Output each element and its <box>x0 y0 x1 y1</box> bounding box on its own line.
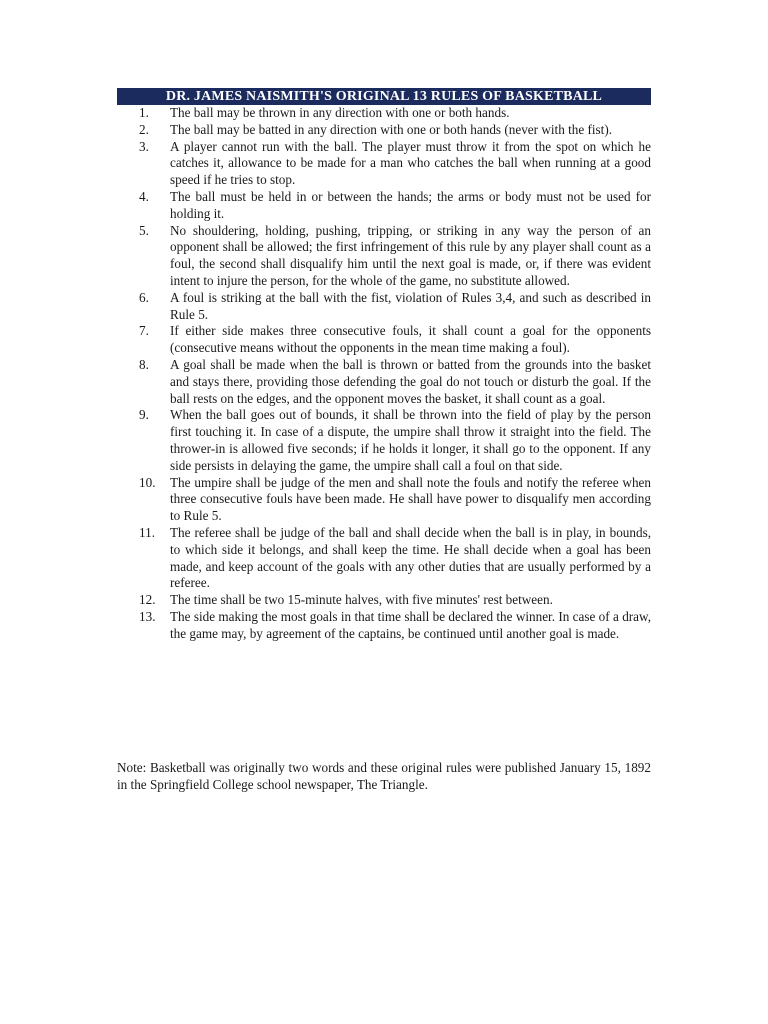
rule-number: 11. <box>139 524 155 540</box>
rule-text: The time shall be two 15-minute halves, with five minutes' rest between. <box>170 592 553 608</box>
rule-text: No shouldering, holding, pushing, tripping, or striking in any way the person of an opponent shall be allowed; the first infringement of this rule by any player shall count as a foul, the second shall disqualify him until the next goal is made, or, if there was evident intent to injure the person, for the whole of the game, no substitute allowed. <box>170 222 651 288</box>
rule-text: A goal shall be made when the ball is thrown or batted from the grounds into the basket and stays there, providing those defending the goal do not touch or disturb the goal. If the ball rests on the edges, and the opponent moves the basket, it shall count as a goal. <box>170 356 651 406</box>
rule-number: 6. <box>139 289 149 305</box>
rule-text: The ball must be held in or between the hands; the arms or body must not be used for holding it. <box>170 188 651 221</box>
rule-number: 7. <box>139 323 149 339</box>
rule-item <box>117 407 651 474</box>
document-title: DR. JAMES NAISMITH'S ORIGINAL 13 RULES OF BASKETBALL <box>117 88 651 105</box>
rule-text: A foul is striking at the ball with the fist, violation of Rules 3,4, and such as described in Rule 5. <box>170 289 651 322</box>
rule-item <box>117 609 651 643</box>
rule-text: If either side makes three consecutive fouls, it shall count a goal for the opponents (consecutive means without the opponents in the mean time making a foul). <box>170 323 651 356</box>
rule-item <box>117 592 651 609</box>
rule-item <box>117 475 651 525</box>
rule-number: 2. <box>139 121 149 137</box>
publication-note: Note: Basketball was originally two words and these original rules were published January 15, 1892 in the Springfield College school newspaper, The Triangle. <box>117 760 651 792</box>
rule-item <box>117 223 651 290</box>
rule-text: The ball may be batted in any direction with one or both hands (never with the fist). <box>170 121 613 137</box>
rule-text: The side making the most goals in that time shall be declared the winner. In case of a draw, the game may, by agreement of the captains, be continued until another goal is made. <box>170 608 651 641</box>
rule-number: 4. <box>139 188 149 204</box>
rule-text: The referee shall be judge of the ball and shall decide when the ball is in play, in bounds, to which side it belongs, and shall keep the time. He shall decide when a goal has been made, and keep account of the goals with any other duties that are usually performed by a referee. <box>170 524 651 591</box>
rule-item <box>117 290 651 324</box>
rule-item <box>117 357 651 407</box>
rule-item <box>117 189 651 223</box>
rule-text: The umpire shall be judge of the men and shall note the fouls and notify the referee when three consecutive fouls have been made. He shall have power to disqualify men according to Rule 5. <box>170 474 651 524</box>
rule-number: 3. <box>139 138 149 154</box>
rule-text: The ball may be thrown in any direction with one or both hands. <box>170 105 510 120</box>
rule-number: 10. <box>139 474 156 490</box>
rule-text: A player cannot run with the ball. The player must throw it from the spot on which he catches it, allowance to be made for a man who catches the ball when running at a good speed if he tries to stop. <box>170 138 651 188</box>
rule-number: 13. <box>139 608 156 624</box>
rule-number: 9. <box>139 407 149 423</box>
rule-item <box>117 525 651 592</box>
rules-list <box>117 105 651 643</box>
rule-item <box>117 105 651 122</box>
rule-number: 12. <box>139 592 156 608</box>
rule-number: 5. <box>139 222 149 238</box>
rule-item <box>117 139 651 189</box>
rule-number: 8. <box>139 356 149 372</box>
rule-item <box>117 122 651 139</box>
rule-item <box>117 323 651 357</box>
rule-text: When the ball goes out of bounds, it shall be thrown into the field of play by the person first touching it. In case of a dispute, the umpire shall throw it straight into the field. The thrower-in is allowed five seconds; if he holds it longer, it shall go to the opponent. If any side persists in delaying the game, the umpire shall call a foul on that side. <box>170 407 651 473</box>
rule-number: 1. <box>139 105 149 120</box>
